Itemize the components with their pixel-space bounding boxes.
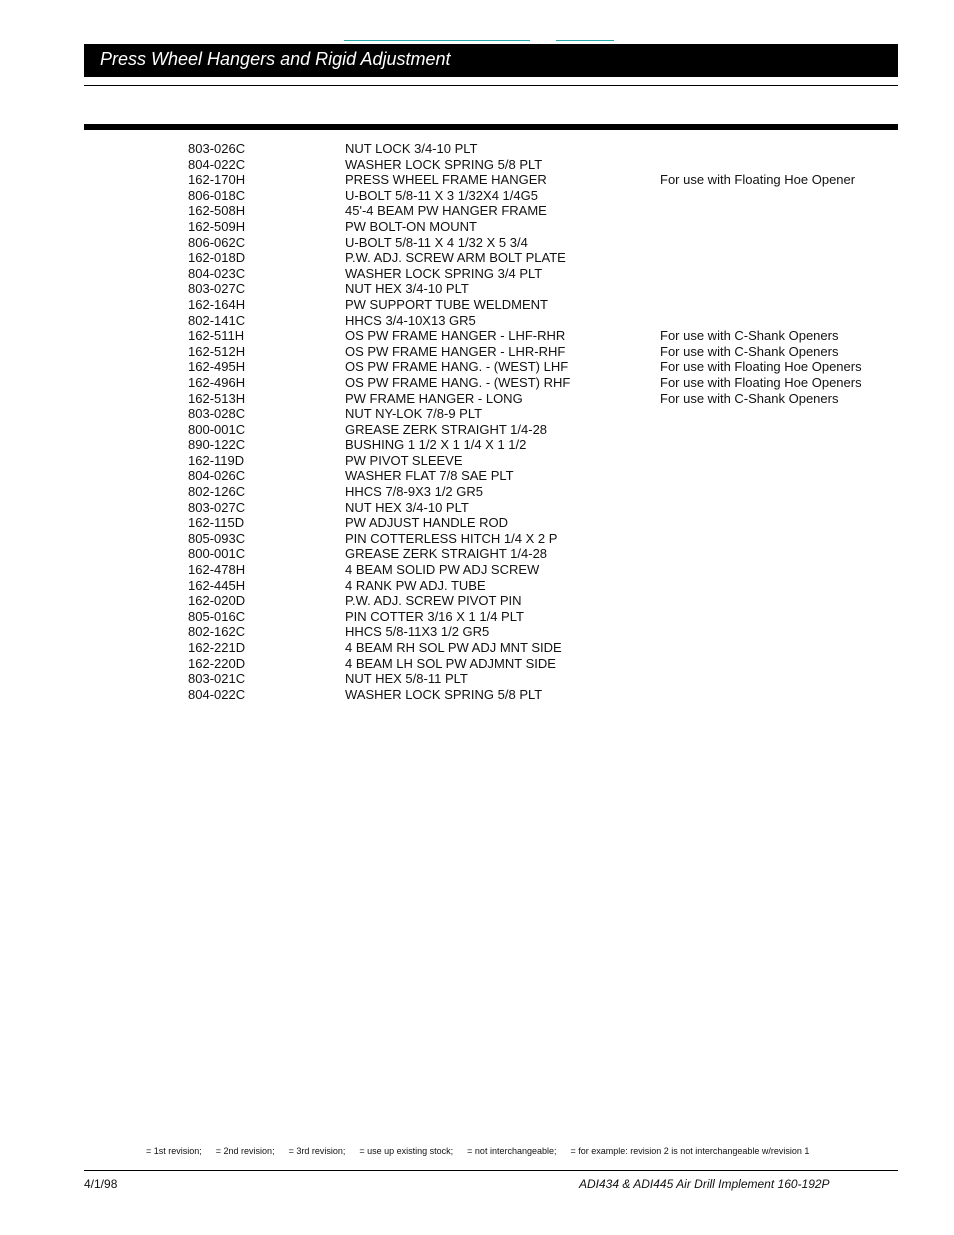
part-description: 4 BEAM LH SOL PW ADJMNT SIDE — [345, 655, 556, 671]
list-item — [188, 500, 888, 516]
list-item — [188, 640, 888, 656]
list-item — [188, 172, 888, 188]
part-description: OS PW FRAME HANG. - (WEST) RHF — [345, 374, 571, 390]
part-number: 162-508H — [188, 203, 246, 219]
list-item — [188, 546, 888, 562]
list-item — [188, 219, 888, 235]
list-item — [188, 157, 888, 173]
part-description: PIN COTTERLESS HITCH 1/4 X 2 P — [345, 530, 558, 546]
page-title: Press Wheel Hangers and Rigid Adjustment — [100, 49, 451, 69]
part-number: 803-028C — [188, 406, 246, 422]
part-number: 804-023C — [188, 265, 246, 281]
list-item — [188, 203, 888, 219]
part-number: 803-027C — [188, 281, 246, 297]
list-item — [188, 468, 888, 484]
divider — [84, 1170, 898, 1171]
part-number: 162-445H — [188, 577, 246, 593]
part-note: For use with C-Shank Openers — [660, 343, 839, 359]
part-number: 802-162C — [188, 624, 246, 640]
part-description: PW FRAME HANGER - LONG — [345, 390, 523, 406]
part-description: GREASE ZERK STRAIGHT 1/4-28 — [345, 421, 548, 437]
divider — [84, 124, 898, 130]
list-item — [188, 515, 888, 531]
list-item — [188, 437, 888, 453]
part-description: WASHER LOCK SPRING 5/8 PLT — [345, 686, 543, 702]
part-number: 162-119D — [188, 452, 245, 468]
part-description: PRESS WHEEL FRAME HANGER — [345, 172, 547, 188]
part-description: NUT LOCK 3/4-10 PLT — [345, 141, 478, 156]
footer-date: 4/1/98 — [84, 1177, 118, 1191]
list-item — [188, 359, 888, 375]
part-number: 162-513H — [188, 390, 246, 406]
list-item — [188, 281, 888, 297]
part-description: HHCS 3/4-10X13 GR5 — [345, 312, 476, 328]
part-number: 800-001C — [188, 421, 246, 437]
list-item — [188, 375, 888, 391]
part-number: 162-220D — [188, 655, 246, 671]
part-number: 162-495H — [188, 359, 246, 375]
part-description: P.W. ADJ. SCREW ARM BOLT PLATE — [345, 250, 566, 266]
list-item — [188, 406, 888, 422]
part-number: 162-221D — [188, 640, 246, 655]
part-note: For use with Floating Hoe Opener — [660, 172, 856, 188]
list-item — [188, 562, 888, 578]
part-number: 162-115D — [188, 515, 245, 531]
list-item — [188, 484, 888, 500]
list-item — [188, 250, 888, 266]
part-number: 804-022C — [188, 156, 246, 172]
part-description: U-BOLT 5/8-11 X 4 1/32 X 5 3/4 — [345, 234, 528, 250]
list-item — [188, 422, 888, 438]
part-description: 4 BEAM SOLID PW ADJ SCREW — [345, 562, 540, 578]
list-item — [188, 671, 888, 687]
part-number: 806-062C — [188, 234, 246, 250]
list-item — [188, 141, 888, 157]
part-note: For use with Floating Hoe Openers — [660, 374, 862, 390]
list-item — [188, 624, 888, 640]
part-description: WASHER FLAT 7/8 SAE PLT — [345, 468, 514, 484]
part-description: PW ADJUST HANDLE ROD — [345, 515, 509, 531]
part-description: OS PW FRAME HANG. - (WEST) LHF — [345, 359, 569, 375]
part-number: 162-170H — [188, 172, 246, 188]
legend-item: = for example: revision 2 is not interchangeable w/revision 1 — [570, 1146, 810, 1156]
list-item — [188, 328, 888, 344]
part-description: WASHER LOCK SPRING 3/4 PLT — [345, 265, 543, 281]
revision-legend — [146, 1146, 823, 1156]
part-number: 162-478H — [188, 562, 246, 578]
part-number: 803-021C — [188, 671, 246, 687]
part-description: WASHER LOCK SPRING 5/8 PLT — [345, 156, 543, 172]
part-description: 45'-4 BEAM PW HANGER FRAME — [345, 203, 547, 219]
list-item — [188, 453, 888, 469]
part-number: 162-512H — [188, 343, 246, 359]
part-description: P.W. ADJ. SCREW PIVOT PIN — [345, 593, 522, 609]
list-item — [188, 344, 888, 360]
legend-item: = 2nd revision; — [215, 1146, 275, 1156]
footer-document-id: ADI434 & ADI445 Air Drill Implement 160-192P — [579, 1177, 830, 1191]
list-item — [188, 313, 888, 329]
part-number: 802-126C — [188, 484, 246, 500]
legend-item: = 1st revision; — [146, 1146, 202, 1156]
title-bar — [84, 44, 898, 77]
part-description: HHCS 5/8-11X3 1/2 GR5 — [345, 624, 490, 640]
header-link-underline[interactable] — [556, 40, 614, 41]
header-link-underline[interactable] — [344, 40, 530, 41]
divider — [84, 85, 898, 86]
part-note: For use with Floating Hoe Openers — [660, 359, 862, 375]
part-note: For use with C-Shank Openers — [660, 390, 839, 406]
part-number: 162-164H — [188, 296, 246, 312]
part-number: 804-026C — [188, 468, 246, 484]
part-number: 162-018D — [188, 250, 246, 266]
part-number: 805-016C — [188, 608, 246, 624]
part-number: 805-093C — [188, 530, 246, 546]
list-item — [188, 656, 888, 672]
list-item — [188, 188, 888, 204]
part-description: HHCS 7/8-9X3 1/2 GR5 — [345, 484, 484, 500]
part-description: PW PIVOT SLEEVE — [345, 452, 463, 468]
part-number: 803-027C — [188, 499, 246, 515]
list-item — [188, 391, 888, 407]
list-item — [188, 687, 888, 703]
part-description: GREASE ZERK STRAIGHT 1/4-28 — [345, 546, 548, 562]
part-number: 162-509H — [188, 218, 246, 234]
part-number: 162-511H — [188, 328, 245, 344]
list-item — [188, 578, 888, 594]
part-number: 890-122C — [188, 437, 246, 453]
legend-item: = use up existing stock; — [359, 1146, 454, 1156]
list-item — [188, 297, 888, 313]
part-description: NUT HEX 3/4-10 PLT — [345, 499, 469, 515]
list-item — [188, 593, 888, 609]
part-number: 162-496H — [188, 374, 246, 390]
part-number: 803-026C — [188, 141, 246, 156]
part-description: PW SUPPORT TUBE WELDMENT — [345, 296, 548, 312]
part-number: 804-022C — [188, 686, 246, 702]
part-number: 806-018C — [188, 187, 246, 203]
part-description: PIN COTTER 3/16 X 1 1/4 PLT — [345, 608, 524, 624]
part-description: NUT HEX 3/4-10 PLT — [345, 281, 469, 297]
list-item — [188, 266, 888, 282]
legend-item: = not interchangeable; — [467, 1146, 557, 1156]
part-description: NUT NY-LOK 7/8-9 PLT — [345, 406, 483, 422]
part-description: OS PW FRAME HANGER - LHR-RHF — [345, 343, 566, 359]
header-links[interactable] — [344, 40, 614, 42]
part-description: 4 BEAM RH SOL PW ADJ MNT SIDE — [345, 640, 562, 655]
part-note: For use with C-Shank Openers — [660, 328, 839, 344]
parts-list — [188, 141, 888, 702]
list-item — [188, 609, 888, 625]
part-number: 162-020D — [188, 593, 246, 609]
part-description: U-BOLT 5/8-11 X 3 1/32X4 1/4G5 — [345, 187, 538, 203]
part-description: BUSHING 1 1/2 X 1 1/4 X 1 1/2 — [345, 437, 527, 453]
part-description: NUT HEX 5/8-11 PLT — [345, 671, 468, 687]
legend-item: = 3rd revision; — [288, 1146, 346, 1156]
part-description: OS PW FRAME HANGER - LHF-RHR — [345, 328, 566, 344]
part-description: 4 RANK PW ADJ. TUBE — [345, 577, 486, 593]
part-number: 802-141C — [188, 312, 246, 328]
list-item — [188, 235, 888, 251]
part-number: 800-001C — [188, 546, 246, 562]
part-description: PW BOLT-ON MOUNT — [345, 218, 477, 234]
list-item — [188, 531, 888, 547]
